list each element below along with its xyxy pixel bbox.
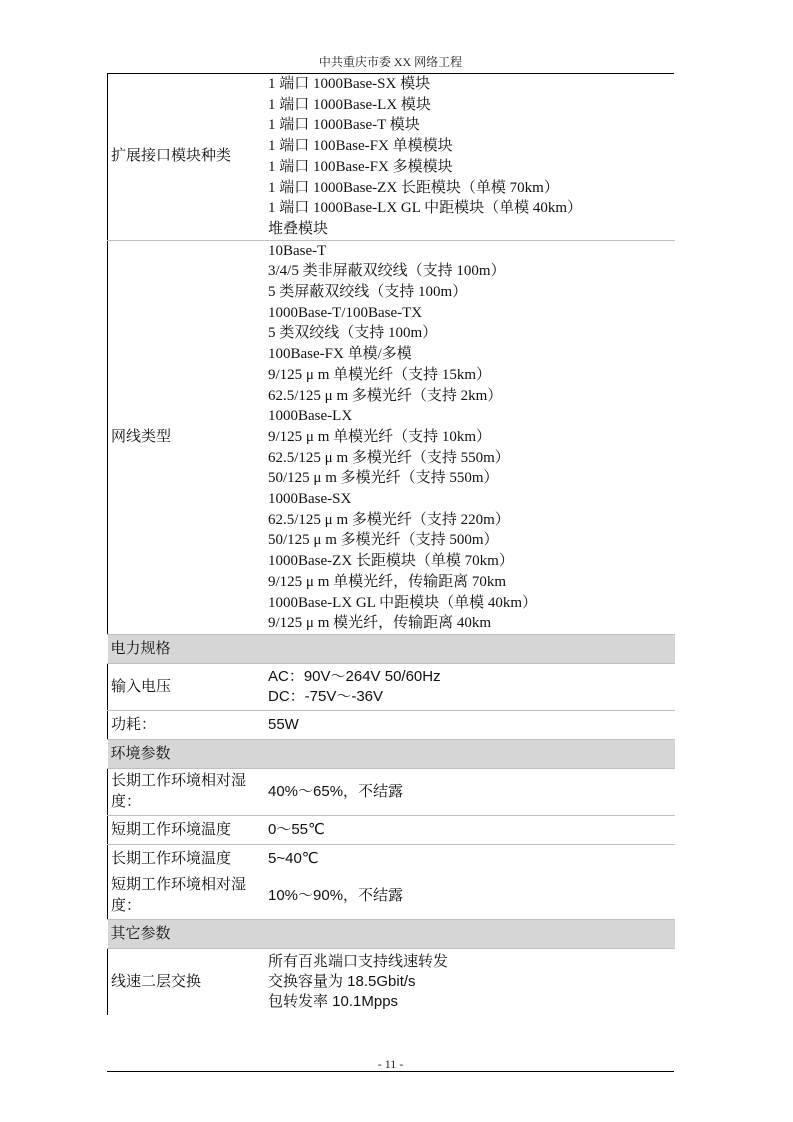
spec-table	[107, 74, 675, 1015]
row-value	[261, 948, 675, 1015]
value-line: 50/125 μ m 多模光纤（支持 550m）	[268, 470, 499, 487]
value-line: 1 端口 1000Base-SX 模块	[268, 76, 431, 92]
table-row-short-temp	[108, 815, 676, 844]
row-value: 10%～90%，不结露	[261, 873, 675, 920]
row-label: 短期工作环境相对湿度：	[108, 873, 262, 920]
value-line: 9/125 μ m 单模光纤（支持 15km）	[268, 366, 492, 383]
row-label: 短期工作环境温度	[108, 815, 262, 844]
row-value: 55W	[261, 710, 675, 739]
row-value: 5~40℃	[268, 849, 319, 867]
section-heading: 环境参数	[108, 739, 676, 768]
page-header-title: 中共重庆市委 XX 网络工程	[318, 55, 463, 69]
section-row-other	[108, 919, 676, 948]
table-row-input-voltage	[108, 663, 676, 710]
row-label: 功耗：	[108, 710, 262, 739]
value-line: AC：90V～264V 50/60Hz	[268, 667, 441, 685]
section-heading: 其它参数	[108, 919, 676, 948]
value-line: 3/4/5 类非屏蔽双绞线（支持 100m）	[268, 263, 506, 280]
value-line: 62.5/125 μ m 多模光纤（支持 550m）	[268, 449, 510, 466]
value-line: 所有百兆端口支持线速转发	[268, 952, 449, 970]
table-row-short-humidity	[108, 873, 676, 920]
table-row-long-temp	[108, 844, 676, 873]
value-line: 1 端口 1000Base-T 模块	[268, 117, 420, 134]
row-value	[261, 663, 675, 710]
value-line: 62.5/125 μ m 多模光纤（支持 2km）	[268, 387, 503, 404]
row-value: 0～55℃	[261, 815, 675, 844]
row-label: 网线类型	[108, 240, 262, 634]
value-line: 1 端口 100Base-FX 多模模块	[268, 158, 453, 175]
row-label: 长期工作环境温度	[108, 844, 262, 873]
value-line: 1 端口 1000Base-LX GL 中距模块（单模 40km）	[268, 200, 583, 217]
row-value	[261, 74, 675, 240]
table-row-long-humidity	[108, 768, 676, 815]
table-row-expansion	[108, 74, 676, 240]
footer-rule	[107, 1071, 674, 1072]
value-line: 交换容量为 18.5Gbit/s	[268, 972, 416, 990]
value-line: 1000Base-LX GL 中距模块（单模 40km）	[268, 594, 538, 611]
table-row-cable	[108, 240, 676, 634]
value-line: DC：-75V～-36V	[268, 687, 384, 705]
table-row-l2-switching	[108, 948, 676, 1015]
row-label: 扩展接口模块种类	[108, 74, 262, 240]
row-label: 线速二层交换	[108, 948, 262, 1015]
row-value	[261, 240, 675, 634]
value-line: 堆叠模块	[268, 220, 329, 237]
value-line: 1 端口 100Base-FX 单模模块	[268, 138, 453, 155]
value-line: 1 端口 1000Base-LX 模块	[268, 96, 431, 113]
table-row-power-consumption	[108, 710, 676, 739]
page-number: - 11 -	[377, 1057, 404, 1071]
value-line: 1000Base-LX	[268, 408, 353, 425]
value-line: 100Base-FX 单模/多模	[268, 346, 412, 363]
value-line: 1000Base-SX	[268, 491, 352, 508]
section-row-environment	[108, 739, 676, 768]
value-line: 包转发率 10.1Mpps	[268, 992, 399, 1010]
value-line: 62.5/125 μ m 多模光纤（支持 220m）	[268, 511, 510, 528]
value-line: 5 类屏蔽双绞线（支持 100m）	[268, 284, 468, 301]
row-value: 40%～65%，不结露	[261, 768, 675, 815]
row-label: 输入电压	[108, 663, 262, 710]
section-row-power	[108, 634, 676, 663]
value-line: 9/125 μ m 单模光纤（支持 10km）	[268, 428, 492, 445]
value-line: 10Base-T	[268, 242, 327, 259]
row-label: 长期工作环境相对湿度：	[108, 768, 262, 815]
value-line: 9/125 μ m 单模光纤，传输距离 70km	[268, 573, 507, 590]
value-line: 5 类双绞线（支持 100m）	[268, 325, 438, 342]
value-line: 9/125 μ m 模光纤，传输距离 40km	[268, 615, 492, 632]
value-line: 1000Base-T/100Base-TX	[268, 304, 423, 321]
value-line: 1000Base-ZX 长距模块（单模 70km）	[268, 553, 514, 570]
section-heading: 电力规格	[108, 634, 676, 663]
value-line: 50/125 μ m 多模光纤（支持 500m）	[268, 532, 499, 549]
value-line: 1 端口 1000Base-ZX 长距模块（单模 70km）	[268, 179, 559, 196]
